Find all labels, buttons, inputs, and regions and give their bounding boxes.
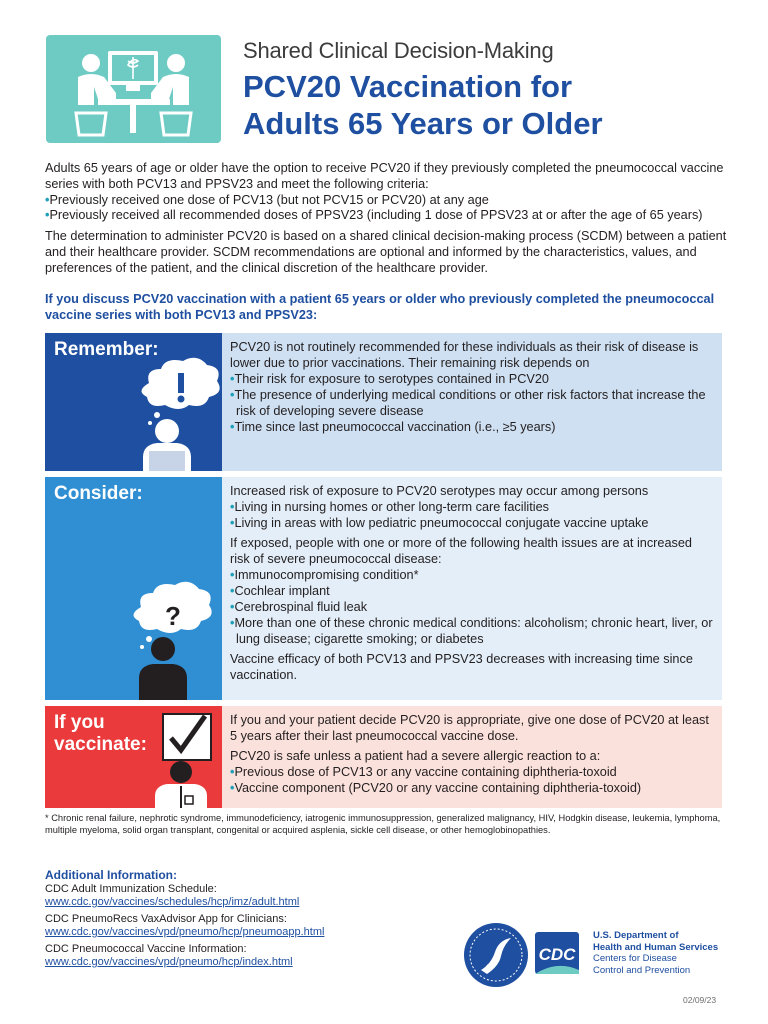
consider-bullet: •Cochlear implant	[230, 584, 330, 598]
intro-section	[45, 161, 735, 282]
consider-bullet: •More than one of these chronic medical conditions: alcoholism; chronic heart, liver, or lung disease; cigarette smoking; or diabetes	[230, 616, 713, 646]
vaccinate-panel	[45, 706, 722, 808]
remember-bullet: •Their risk for exposure to serotypes contained in PCV20	[230, 372, 549, 386]
remember-bullet: •The presence of underlying medical conditions or other risk factors that increase the risk of developing severe disease	[230, 388, 706, 418]
hhs-cdc-logo-icon	[463, 920, 593, 990]
consider-bullet: •Living in nursing homes or other long-term care facilities	[230, 500, 549, 514]
remember-label-box	[45, 333, 222, 471]
resource-link[interactable]: www.cdc.gov/vaccines/schedules/hcp/imz/adult.html	[45, 896, 300, 908]
remember-bullet: •Time since last pneumococcal vaccination (i.e., ≥5 years)	[230, 420, 556, 434]
vaccinate-bullet: •Previous dose of PCV13 or any vaccine containing diphtheria-toxoid	[230, 765, 617, 779]
consider-efficacy-paragraph: Vaccine efficacy of both PCV13 and PPSV23 decreases with increasing time since vaccination.	[230, 652, 693, 682]
svg-text:?: ?	[165, 601, 181, 631]
question-thought-person-icon	[45, 477, 222, 700]
vaccinate-label: If you vaccinate:	[54, 712, 147, 755]
additional-information	[45, 869, 445, 973]
vaccinate-dose-paragraph: If you and your patient decide PCV20 is appropriate, give one dose of PCV20 at least 5 years after their last pneumococcal vaccine dose.	[230, 713, 709, 743]
doctor-patient-consultation-icon	[46, 35, 221, 143]
consider-bullet: •Living in areas with low pediatric pneumococcal conjugate vaccine uptake	[230, 516, 649, 530]
hhs-cdc-wordmark: U.S. Department of Health and Human Services Centers for Disease Control and Prevention	[593, 930, 719, 976]
vaccinate-content	[222, 706, 722, 808]
page-title	[243, 68, 603, 142]
title-line-1: PCV20 Vaccination for	[243, 69, 573, 104]
resource-entry	[45, 913, 445, 939]
consider-exposure-paragraph: Increased risk of exposure to PCV20 serotypes may occur among persons •Living in nursing homes or other long-term care facilities •Living in areas with low pediatric pneumococcal conjugate vaccine uptake	[230, 483, 714, 531]
consider-health-paragraph: If exposed, people with one or more of the following health issues are at increased risk of severe pneumococcal disease: •Immunocompromising condition* •Cochlear implant •Cerebrospinal fluid leak •More than one of these chronic medical conditions: alcoholism; chronic heart, liver, or lung disease; cigarette smoking; or diabetes	[230, 536, 713, 646]
consider-label-box	[45, 477, 222, 700]
intro-bullet: •Previously received one dose of PCV13 (but not PCV15 or PCV20) at any age	[45, 192, 489, 207]
resource-label: CDC Pneumococcal Vaccine Information:	[45, 943, 247, 955]
footnote: * Chronic renal failure, nephrotic syndrome, immunodeficiency, iatrogenic immunosuppression, generalized malignancy, HIV, Hodgkin disease, leukemia, lymphoma, multiple myeloma, solid organ transplant, congenital or acquired asplenia, sickle cell disease, or other hemoglobinopathies.	[45, 813, 721, 835]
consider-content	[222, 477, 722, 700]
additional-heading: Additional Information:	[45, 868, 177, 882]
resource-label: CDC Adult Immunization Schedule:	[45, 883, 217, 895]
consider-panel	[45, 477, 722, 700]
consider-bullet: •Cerebrospinal fluid leak	[230, 600, 368, 614]
resource-entry	[45, 883, 445, 909]
title-line-2: Adults 65 Years or Older	[243, 106, 603, 141]
lead-heading: If you discuss PCV20 vaccination with a patient 65 years or older who previously completed the pneumococcal vaccine series with both PCV13 and PPSV23:	[45, 292, 715, 322]
svg-text:CDC: CDC	[538, 945, 576, 964]
page-subtitle: Shared Clinical Decision-Making	[243, 38, 554, 63]
remember-panel	[45, 333, 722, 471]
resource-link[interactable]: www.cdc.gov/vaccines/vpd/pneumo/hcp/pneumoapp.html	[45, 926, 325, 938]
intro-text: Adults 65 years of age or older have the option to receive PCV20 if they previously completed the pneumococcal vaccine series with both PCV13 and PPSV23 and meet the following criteria:	[45, 161, 724, 191]
remember-label: Remember:	[54, 339, 159, 360]
vaccinate-bullet: •Vaccine component (PCV20 or any vaccine containing diphtheria-toxoid)	[230, 781, 642, 795]
resource-link[interactable]: www.cdc.gov/vaccines/vpd/pneumo/hcp/index.html	[45, 956, 293, 968]
resource-label: CDC PneumoRecs VaxAdvisor App for Clinicians:	[45, 913, 287, 925]
resource-entry	[45, 943, 445, 969]
scdm-paragraph: The determination to administer PCV20 is based on a shared clinical decision-making process (SCDM) between a patient and their healthcare provider. SCDM recommendations are optional and informed by the characteristics, values, and preferences of the patient, and the clinical discretion of the healthcare provider.	[45, 229, 727, 275]
intro-paragraph	[45, 161, 735, 224]
publication-date: 02/09/23	[683, 995, 717, 1005]
remember-content	[222, 333, 722, 471]
vaccinate-label-box	[45, 706, 222, 808]
consider-bullet: •Immunocompromising condition*	[230, 568, 419, 582]
vaccinate-safety-paragraph: PCV20 is safe unless a patient had a severe allergic reaction to a: •Previous dose of PCV13 or any vaccine containing diphtheria-toxoid •Vaccine component (PCV20 or any vaccine containing diphtheria-toxoid)	[230, 748, 714, 796]
intro-bullet: •Previously received all recommended doses of PPSV23 (including 1 dose of PPSV23 at or after the age of 65 years)	[45, 208, 703, 223]
remember-paragraph: PCV20 is not routinely recommended for these individuals as their risk of disease is lower due to prior vaccinations. Their remaining risk depends on •Their risk for exposure to serotypes contained in PCV20 •The presence of underlying medical conditions or other risk factors that increase the risk of developing severe disease •Time since last pneumococcal vaccination (i.e., ≥5 years)	[230, 339, 714, 435]
consider-label: Consider:	[54, 483, 143, 504]
